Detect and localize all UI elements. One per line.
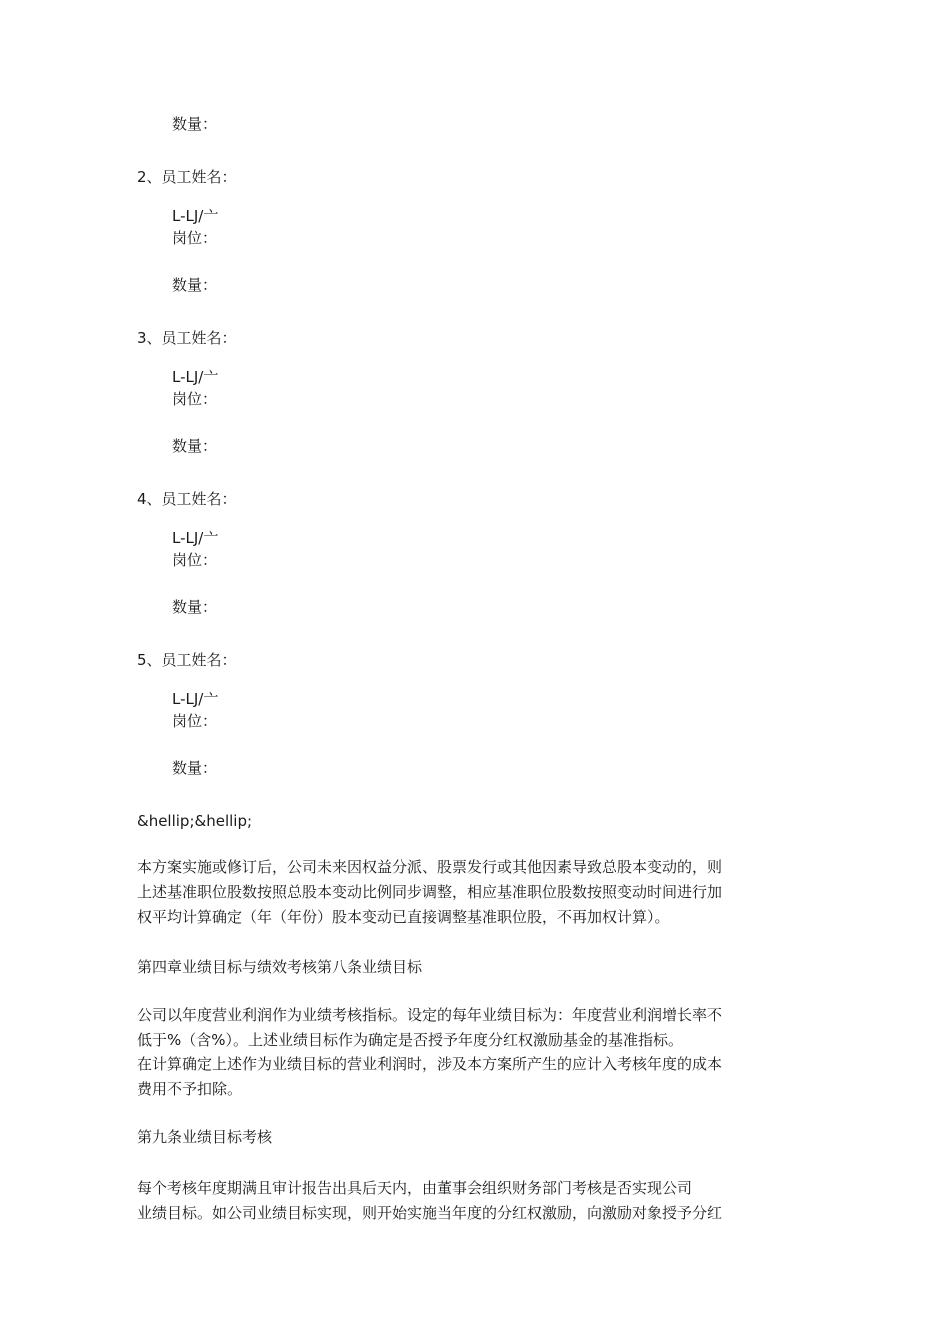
chapter-heading: 第四章业绩目标与绩效考核第八条业绩目标: [137, 958, 423, 976]
paragraph-line: 权平均计算确定（年（年份）股本变动已直接调整基准职位股，不再加权计算）。: [137, 908, 670, 926]
garbled-text: L-LJ/亠: [172, 207, 219, 225]
position-label: 岗位：: [172, 390, 218, 408]
quantity-label: 数量：: [172, 759, 218, 777]
position-label: 岗位：: [172, 712, 218, 730]
quantity-label: 数量：: [172, 437, 218, 455]
article-heading: 第九条业绩目标考核: [137, 1128, 273, 1146]
paragraph-line: 上述基准职位股数按照总股本变动比例同步调整，相应基准职位股数按照变动时间进行加: [137, 883, 723, 901]
employee-name-label: 3、员工姓名：: [137, 329, 237, 347]
garbled-text: L-LJ/亠: [172, 368, 219, 386]
quantity-label: 数量：: [172, 276, 218, 294]
paragraph-line: 每个考核年度期满且审计报告出具后天内，由董事会组织财务部门考核是否实现公司: [137, 1179, 693, 1197]
position-label: 岗位：: [172, 229, 218, 247]
garbled-text: L-LJ/亠: [172, 529, 219, 547]
paragraph-line: 费用不予扣除。: [137, 1080, 243, 1098]
paragraph-line: 业绩目标。如公司业绩目标实现，则开始实施当年度的分红权激励，向激励对象授予分红: [137, 1204, 723, 1222]
position-label: 岗位：: [172, 551, 218, 569]
employee-name-label: 5、员工姓名：: [137, 651, 237, 669]
employee-name-label: 4、员工姓名：: [137, 490, 237, 508]
ellipsis-text: &hellip;&hellip;: [137, 812, 253, 830]
paragraph-line: 公司以年度营业利润作为业绩考核指标。设定的每年业绩目标为：年度营业利润增长率不: [137, 1006, 723, 1024]
quantity-label: 数量：: [172, 598, 218, 616]
employee-name-label: 2、员工姓名：: [137, 168, 237, 186]
quantity-label: 数量：: [172, 115, 218, 133]
paragraph-line: 在计算确定上述作为业绩目标的营业利润时，涉及本方案所产生的应计入考核年度的成本: [137, 1055, 723, 1073]
paragraph-line: 低于%（含%）。上述业绩目标作为确定是否授予年度分红权激励基金的基准指标。: [137, 1031, 684, 1049]
garbled-text: L-LJ/亠: [172, 690, 219, 708]
paragraph-line: 本方案实施或修订后，公司未来因权益分派、股票发行或其他因素导致总股本变动的，则: [137, 858, 723, 876]
